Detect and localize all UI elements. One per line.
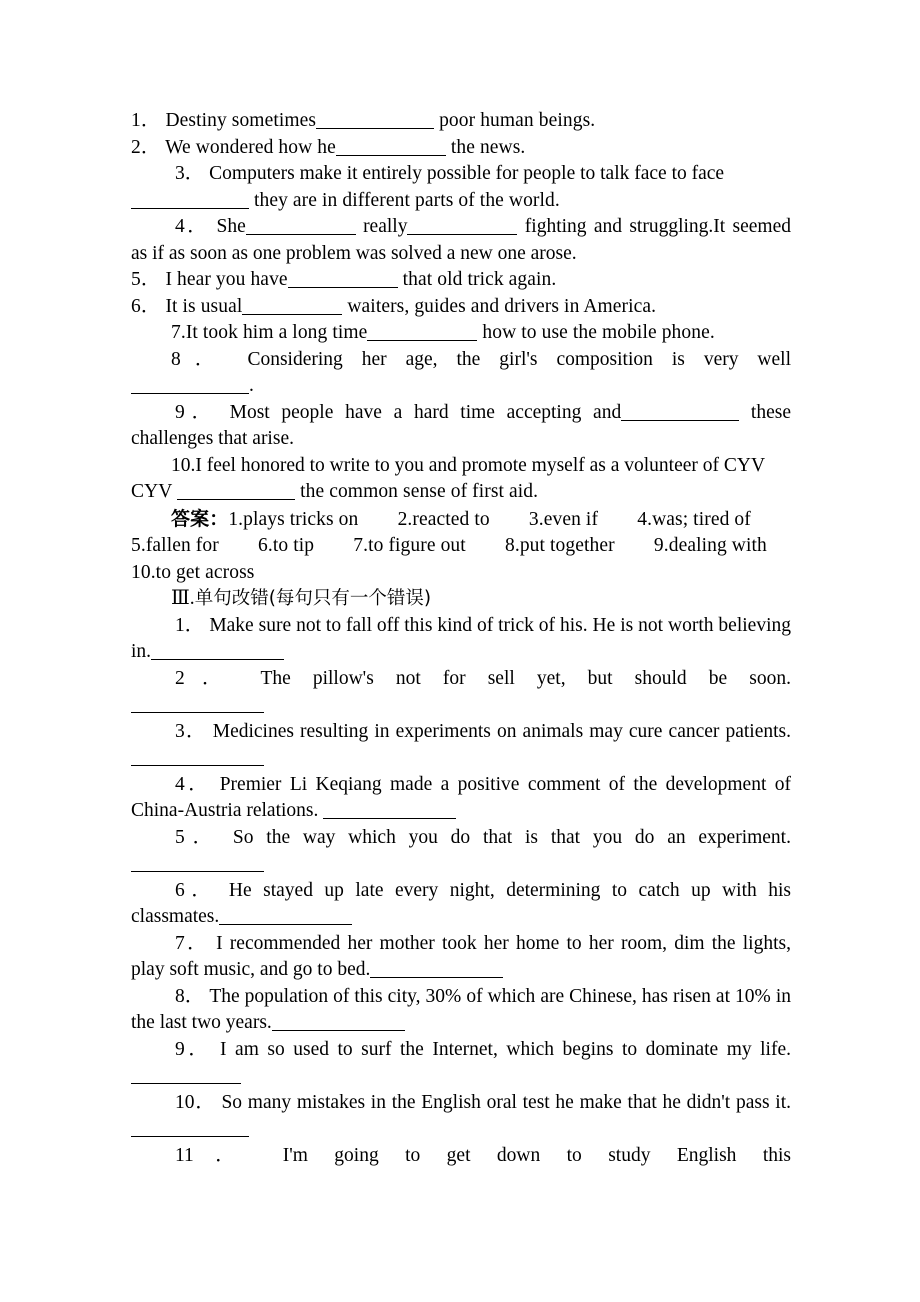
section-title: 单句改错(每句只有一个错误) bbox=[194, 588, 432, 609]
exercise-item-3-line1 bbox=[131, 161, 791, 188]
item-text: The pillow's not for sell yet, but should be soon. bbox=[260, 667, 791, 689]
item-number: 5． bbox=[131, 269, 161, 290]
correction-item-4 bbox=[131, 772, 791, 825]
item-text-part: waiters, guides and drivers in America. bbox=[347, 295, 657, 317]
exercise-item-6 bbox=[131, 294, 791, 321]
item-text-part: I hear you have bbox=[165, 269, 288, 290]
correction-blank[interactable] bbox=[272, 1016, 405, 1031]
item-number: 9． bbox=[175, 1038, 212, 1060]
item-text-part: the common sense of first aid. bbox=[300, 481, 539, 502]
item-number: 8． bbox=[171, 348, 229, 370]
item-number: 7. bbox=[171, 322, 186, 343]
item-text: The population of this city, 30% of which are Chinese, has risen at 10% in the last two years. bbox=[131, 985, 791, 1033]
exercise-item-1 bbox=[131, 108, 791, 135]
correction-item-11 bbox=[131, 1143, 791, 1170]
correction-blank[interactable] bbox=[131, 1122, 249, 1137]
answer-blank[interactable] bbox=[407, 220, 517, 235]
correction-blank[interactable] bbox=[131, 698, 264, 713]
correction-blank[interactable] bbox=[370, 963, 503, 978]
item-text-part: It is usual bbox=[165, 295, 243, 317]
correction-item-3 bbox=[131, 719, 791, 772]
correction-blank[interactable] bbox=[151, 645, 284, 660]
item-text: He stayed up late every night, determining to catch up with his classmates. bbox=[131, 879, 791, 927]
answer-blank[interactable] bbox=[131, 379, 249, 394]
answer-blank[interactable] bbox=[131, 194, 249, 209]
correction-item-6 bbox=[131, 878, 791, 931]
answer-key-line-3 bbox=[131, 560, 791, 587]
correction-blank[interactable] bbox=[131, 751, 264, 766]
item-number: 2． bbox=[175, 667, 239, 689]
section-number: Ⅲ. bbox=[171, 588, 195, 609]
item-text-part: Considering her age, the girl's composition is very well bbox=[247, 348, 792, 370]
correction-blank[interactable] bbox=[323, 804, 456, 819]
document-body bbox=[131, 108, 791, 1169]
section-iii-heading bbox=[131, 586, 791, 613]
item-text-part: It took him a long time bbox=[185, 322, 368, 343]
item-number: 11． bbox=[175, 1144, 257, 1166]
item-number: 1． bbox=[175, 614, 205, 636]
item-number: 8． bbox=[175, 985, 205, 1007]
answer-blank[interactable] bbox=[316, 114, 434, 129]
answer-key-label: 答案： bbox=[171, 507, 229, 530]
item-text-part: the news. bbox=[450, 136, 526, 158]
correction-item-9 bbox=[131, 1037, 791, 1090]
item-text-part: that old trick again. bbox=[402, 269, 557, 290]
exercise-item-9 bbox=[131, 400, 791, 453]
item-number: 4． bbox=[175, 773, 212, 795]
item-text-part: We wondered how he bbox=[165, 136, 336, 158]
item-text: I recommended her mother took her home to her room, dim the lights, play soft music, and go to bed. bbox=[131, 932, 791, 980]
item-text-part: fighting and struggling.It seemed as if as soon as one problem was solved a new one arose. bbox=[131, 216, 791, 264]
correction-blank[interactable] bbox=[131, 857, 264, 872]
answer-blank[interactable] bbox=[177, 485, 295, 500]
item-text-part: really bbox=[363, 216, 408, 237]
exercise-item-8-line1 bbox=[131, 347, 791, 374]
correction-item-2-line2 bbox=[131, 692, 791, 719]
item-number: 3． bbox=[175, 163, 205, 184]
item-number: 10. bbox=[171, 454, 196, 476]
exercise-item-10-line1 bbox=[131, 453, 791, 480]
answer-blank[interactable] bbox=[336, 141, 446, 156]
correction-item-1 bbox=[131, 613, 791, 666]
item-text: I'm going to get down to study English this bbox=[282, 1144, 792, 1166]
item-text: So many mistakes in the English oral test he make that he didn't pass it. bbox=[221, 1091, 791, 1113]
item-text: Make sure not to fall off this kind of trick of his. He is not worth believing in. bbox=[131, 614, 791, 662]
item-text-part: how to use the mobile phone. bbox=[482, 322, 715, 343]
item-number: 5． bbox=[175, 826, 221, 848]
item-text: I am so used to surf the Internet, which begins to dominate my life. bbox=[220, 1038, 791, 1060]
item-number: 1． bbox=[131, 110, 161, 131]
item-text-part: poor human beings. bbox=[439, 110, 596, 131]
exercise-item-3-line2 bbox=[131, 188, 791, 215]
exercise-item-8-line2 bbox=[131, 373, 791, 400]
item-number: 3． bbox=[175, 720, 207, 742]
correction-blank[interactable] bbox=[131, 1069, 241, 1084]
exercise-item-7 bbox=[131, 320, 791, 347]
item-text-part: Destiny sometimes bbox=[165, 110, 317, 131]
answer-blank[interactable] bbox=[246, 220, 356, 235]
answer-key-answers: 5.fallen for 6.to tip 7.to figure out 8.put together 9.dealing with bbox=[131, 535, 767, 556]
answer-blank[interactable] bbox=[621, 406, 739, 421]
item-text-part: She bbox=[216, 216, 246, 237]
exercise-item-2 bbox=[131, 135, 791, 162]
answer-key-line-1 bbox=[131, 506, 791, 534]
item-text: Medicines resulting in experiments on animals may cure cancer patients. bbox=[212, 720, 791, 742]
item-number: 7． bbox=[175, 932, 209, 954]
item-text-part: they are in different parts of the world. bbox=[253, 189, 560, 211]
item-text: Premier Li Keqiang made a positive comment of the development of China-Austria relations. bbox=[131, 773, 791, 821]
correction-item-5 bbox=[131, 825, 791, 878]
item-text-part: Computers make it entirely possible for people to talk face to face bbox=[209, 163, 725, 184]
item-text-part: these challenges that arise. bbox=[131, 401, 791, 449]
correction-item-2-line1 bbox=[131, 666, 791, 693]
correction-item-10 bbox=[131, 1090, 791, 1143]
item-text-part: . bbox=[249, 375, 254, 396]
item-number: 9． bbox=[175, 401, 218, 423]
exercise-item-4 bbox=[131, 214, 791, 267]
answer-blank[interactable] bbox=[367, 326, 477, 341]
exercise-item-10-line2 bbox=[131, 479, 791, 506]
answer-key-answers: 1.plays tricks on 2.reacted to 3.even if 4.was; tired of bbox=[228, 508, 751, 530]
item-text-part: I feel honored to write to you and promote myself as a volunteer of CYV bbox=[195, 454, 766, 476]
exercise-item-5 bbox=[131, 267, 791, 294]
item-number: 10． bbox=[175, 1091, 216, 1113]
item-number: 2． bbox=[131, 136, 161, 158]
correction-item-8 bbox=[131, 984, 791, 1037]
item-text: So the way which you do that is that you do an experiment. bbox=[232, 826, 791, 848]
answer-key-line-2 bbox=[131, 533, 791, 560]
answer-key-answers: 10.to get across bbox=[131, 561, 255, 583]
item-number: 4． bbox=[175, 216, 210, 237]
correction-blank[interactable] bbox=[219, 910, 352, 925]
answer-blank[interactable] bbox=[242, 300, 342, 315]
answer-blank[interactable] bbox=[288, 273, 398, 288]
item-number: 6． bbox=[175, 879, 218, 901]
item-number: 6． bbox=[131, 295, 161, 317]
item-text-part: Most people have a hard time accepting and bbox=[229, 401, 622, 423]
correction-item-7 bbox=[131, 931, 791, 984]
item-text-cyv: CYV bbox=[131, 481, 173, 502]
